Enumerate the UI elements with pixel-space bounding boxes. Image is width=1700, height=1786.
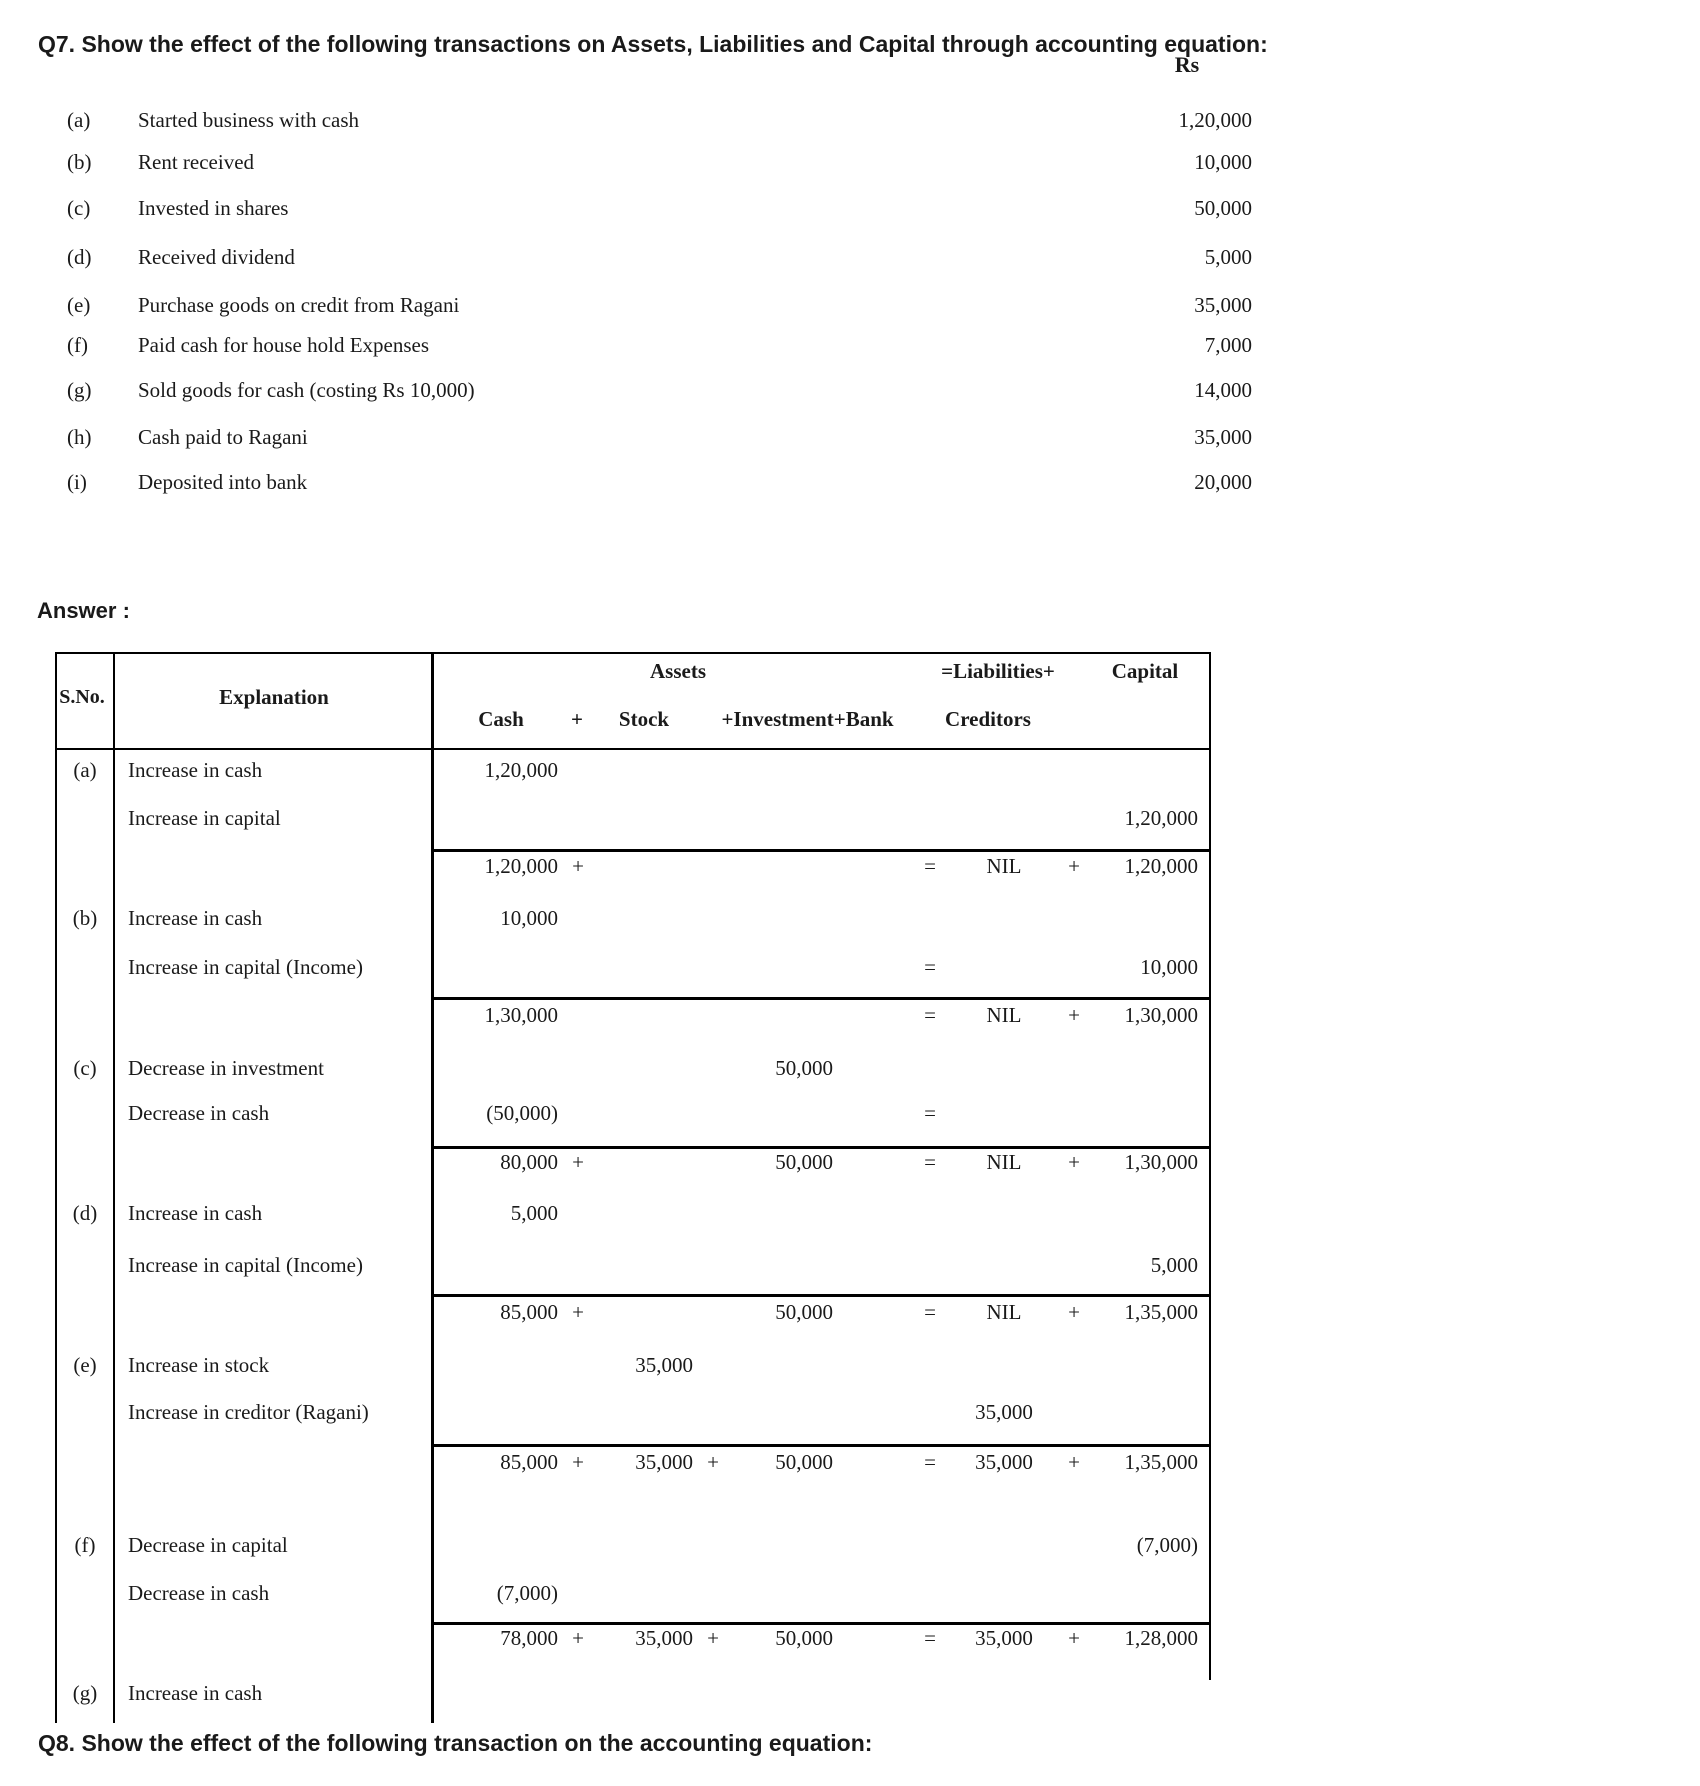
cash-value — [408, 1397, 558, 1427]
cash-value — [408, 1530, 558, 1560]
item-id: (c) — [67, 196, 91, 220]
row-label: Decrease in cash — [128, 1101, 270, 1125]
column-header-capital: Capital — [1111, 659, 1179, 683]
stock-value — [593, 1198, 693, 1228]
equals-sign: = — [924, 1150, 936, 1174]
column-header-explanation: Explanation — [219, 685, 329, 709]
equals-sign — [918, 1053, 942, 1083]
item-text: Sold goods for cash (costing Rs 10,000) — [138, 378, 475, 402]
question-item — [0, 242, 1700, 272]
plus-sign: + — [572, 1300, 584, 1324]
cash-value: 1,20,000 — [484, 758, 558, 782]
row-sno: (e) — [73, 1353, 97, 1377]
row-label: Increase in capital (Income) — [128, 955, 363, 979]
question-item — [0, 105, 1700, 135]
cash-value — [408, 1350, 558, 1380]
plus-sign: + — [1068, 1003, 1080, 1027]
row-label: Increase in cash — [128, 1681, 263, 1705]
creditors-total: NIL — [986, 1003, 1022, 1027]
item-text: Invested in shares — [138, 196, 289, 220]
column-header-cash: Cash — [478, 707, 524, 731]
plus-sign — [566, 1000, 590, 1030]
plus-sign: + — [572, 854, 584, 878]
capital-value: 5,000 — [1150, 1253, 1198, 1277]
item-id: (d) — [67, 245, 92, 269]
cash-value — [408, 803, 558, 833]
creditors-value — [940, 1250, 1068, 1280]
capital-value: (7,000) — [1136, 1533, 1198, 1557]
table-row — [0, 1098, 1700, 1128]
table-row — [0, 1678, 1700, 1708]
cash-value — [408, 952, 558, 982]
creditors-value — [940, 1098, 1068, 1128]
plus-sign: + — [572, 1450, 584, 1474]
cash-total: 80,000 — [500, 1150, 558, 1174]
stock-value — [593, 1053, 693, 1083]
answer-heading: Answer : — [37, 598, 130, 623]
table-row — [0, 1530, 1700, 1560]
column-header-liabilities: =Liabilities+ — [941, 659, 1055, 683]
capital-value — [1078, 1098, 1198, 1128]
stock-value — [593, 952, 693, 982]
stock-value — [593, 1397, 693, 1427]
question-item — [0, 290, 1700, 320]
item-id: (h) — [67, 425, 92, 449]
item-amount: 1,20,000 — [1178, 108, 1252, 132]
stock-total — [593, 851, 693, 881]
table-header-separator — [55, 748, 1211, 750]
subtotal-row — [0, 1147, 1700, 1177]
equals-sign — [918, 903, 942, 933]
item-id: (b) — [67, 150, 92, 174]
equals-sign — [918, 755, 942, 785]
row-label: Increase in cash — [128, 1201, 263, 1225]
capital-total: 1,35,000 — [1124, 1300, 1198, 1324]
cash-total: 78,000 — [500, 1626, 558, 1650]
row-label: Increase in capital (Income) — [128, 1253, 363, 1277]
table-row — [0, 1053, 1700, 1083]
investment-value — [733, 1198, 833, 1228]
investment-total: 50,000 — [775, 1150, 833, 1174]
creditors-total: NIL — [986, 1150, 1022, 1174]
question-item — [0, 147, 1700, 177]
column-header-sno: S.No. — [59, 686, 105, 708]
equals-sign: = — [924, 1003, 936, 1027]
stock-total: 35,000 — [635, 1626, 693, 1650]
question-item — [0, 193, 1700, 223]
equals-sign — [918, 1350, 942, 1380]
equals-sign — [918, 1397, 942, 1427]
table-row — [0, 903, 1700, 933]
table-row — [0, 1578, 1700, 1608]
investment-total — [733, 1000, 833, 1030]
item-text: Purchase goods on credit from Ragani — [138, 293, 460, 317]
capital-total: 1,20,000 — [1124, 854, 1198, 878]
item-text: Cash paid to Ragani — [138, 425, 308, 449]
cash-value: 10,000 — [500, 906, 558, 930]
row-sno: (d) — [72, 1201, 98, 1225]
capital-total: 1,30,000 — [1124, 1150, 1198, 1174]
question-item — [0, 330, 1700, 360]
table-row — [0, 1198, 1700, 1228]
equals-sign — [918, 803, 942, 833]
plus-sign — [701, 1000, 725, 1030]
creditors-total: NIL — [986, 1300, 1022, 1324]
investment-value — [733, 755, 833, 785]
investment-value — [733, 1098, 833, 1128]
creditors-total: 35,000 — [975, 1626, 1033, 1650]
equals-sign: = — [924, 1626, 936, 1650]
row-label: Decrease in capital — [128, 1533, 288, 1557]
creditors-value — [940, 755, 1068, 785]
capital-value — [1078, 1397, 1198, 1427]
cash-value — [408, 1250, 558, 1280]
row-sno: (a) — [73, 758, 97, 782]
stock-value: 35,000 — [635, 1353, 693, 1377]
investment-value: 50,000 — [775, 1056, 833, 1080]
capital-value — [1078, 1578, 1198, 1608]
plus-sign: + — [1068, 1150, 1080, 1174]
column-header-stock: Stock — [618, 707, 670, 731]
investment-value — [733, 1397, 833, 1427]
capital-value — [1078, 1198, 1198, 1228]
creditors-total: 35,000 — [975, 1450, 1033, 1474]
item-amount: 35,000 — [1194, 425, 1252, 449]
row-sno: (g) — [72, 1681, 98, 1705]
equals-sign — [918, 1198, 942, 1228]
subtotal-row — [0, 851, 1700, 881]
stock-value — [593, 1098, 693, 1128]
stock-value — [593, 903, 693, 933]
item-text: Received dividend — [138, 245, 295, 269]
creditors-value: 35,000 — [975, 1400, 1033, 1424]
equals-sign — [918, 1250, 942, 1280]
plus-sign — [701, 851, 725, 881]
equals-sign — [918, 1530, 942, 1560]
question-item — [0, 422, 1700, 452]
cash-value: 5,000 — [510, 1201, 558, 1225]
subtotal-row — [0, 1000, 1700, 1030]
investment-total: 50,000 — [775, 1300, 833, 1324]
subtotal-row — [0, 1297, 1700, 1327]
investment-value — [733, 1530, 833, 1560]
stock-value — [593, 1578, 693, 1608]
equals-sign: = — [924, 955, 936, 979]
investment-value — [733, 1350, 833, 1380]
row-label: Decrease in investment — [128, 1056, 324, 1080]
capital-total: 1,28,000 — [1124, 1626, 1198, 1650]
row-sno: (b) — [72, 906, 98, 930]
cash-total: 85,000 — [500, 1300, 558, 1324]
creditors-value — [940, 1198, 1068, 1228]
table-row — [0, 755, 1700, 785]
investment-value — [733, 903, 833, 933]
item-text: Paid cash for house hold Expenses — [138, 333, 430, 357]
row-sno: (f) — [74, 1533, 96, 1557]
capital-value: 1,20,000 — [1124, 806, 1198, 830]
header-plus-sign: + — [571, 707, 583, 731]
subtotal-row — [0, 1623, 1700, 1653]
equals-sign: = — [924, 1450, 936, 1474]
capital-value — [1078, 903, 1198, 933]
item-id: (a) — [67, 108, 91, 132]
table-top-border — [55, 652, 1211, 654]
table-row — [0, 1250, 1700, 1280]
item-amount: 35,000 — [1194, 293, 1252, 317]
capital-total: 1,30,000 — [1124, 1003, 1198, 1027]
plus-sign: + — [1068, 1300, 1080, 1324]
item-text: Started business with cash — [138, 108, 360, 132]
item-id: (f) — [67, 333, 88, 357]
next-question-title: Q8. Show the effect of the following transaction on the accounting equation: — [38, 1730, 873, 1756]
creditors-value — [940, 903, 1068, 933]
table-row — [0, 1397, 1700, 1427]
subtotal-row — [0, 1447, 1700, 1477]
stock-total — [593, 1147, 693, 1177]
investment-value — [733, 803, 833, 833]
stock-value — [593, 1250, 693, 1280]
stock-value — [593, 755, 693, 785]
capital-total: 1,35,000 — [1124, 1450, 1198, 1474]
plus-sign: + — [1068, 1450, 1080, 1474]
equals-sign: = — [924, 1300, 936, 1324]
table-row — [0, 1350, 1700, 1380]
question-item — [0, 375, 1700, 405]
creditors-total: NIL — [986, 854, 1022, 878]
cash-total: 1,20,000 — [484, 854, 558, 878]
stock-total — [593, 1297, 693, 1327]
column-header-investment-bank: +Investment+Bank — [721, 707, 894, 731]
plus-sign: + — [572, 1626, 584, 1650]
capital-value — [1078, 1053, 1198, 1083]
row-label: Increase in stock — [128, 1353, 270, 1377]
investment-value — [733, 1250, 833, 1280]
stock-total: 35,000 — [635, 1450, 693, 1474]
equals-sign: = — [924, 1101, 936, 1125]
plus-sign: + — [707, 1450, 719, 1474]
creditors-value — [940, 803, 1068, 833]
creditors-value — [940, 1350, 1068, 1380]
item-amount: 50,000 — [1194, 196, 1252, 220]
creditors-value — [940, 952, 1068, 982]
item-id: (i) — [67, 470, 87, 494]
capital-value: 10,000 — [1140, 955, 1198, 979]
cash-value: (7,000) — [496, 1581, 558, 1605]
item-id: (g) — [67, 378, 92, 402]
item-amount: 14,000 — [1194, 378, 1252, 402]
investment-total — [733, 851, 833, 881]
row-label: Decrease in cash — [128, 1581, 270, 1605]
question-title: Q7. Show the effect of the following transactions on Assets, Liabilities and Capital through accounting equation: — [38, 31, 1268, 57]
plus-sign — [701, 1297, 725, 1327]
cash-value — [408, 1053, 558, 1083]
table-row — [0, 803, 1700, 833]
plus-sign: + — [572, 1150, 584, 1174]
row-label: Increase in capital — [128, 806, 281, 830]
creditors-value — [940, 1530, 1068, 1560]
plus-sign: + — [1068, 1626, 1080, 1650]
cash-total: 85,000 — [500, 1450, 558, 1474]
column-header-creditors: Creditors — [945, 707, 1031, 731]
item-amount: 7,000 — [1204, 333, 1252, 357]
investment-value — [733, 952, 833, 982]
item-amount: 5,000 — [1204, 245, 1252, 269]
item-amount: 20,000 — [1194, 470, 1252, 494]
plus-sign — [701, 1147, 725, 1177]
plus-sign: + — [707, 1626, 719, 1650]
item-id: (e) — [67, 293, 91, 317]
cash-total: 1,30,000 — [484, 1003, 558, 1027]
investment-total: 50,000 — [775, 1450, 833, 1474]
item-amount: 10,000 — [1194, 150, 1252, 174]
plus-sign: + — [1068, 854, 1080, 878]
column-header-assets: Assets — [650, 659, 706, 683]
item-text: Deposited into bank — [138, 470, 308, 494]
cash-value: (50,000) — [486, 1101, 558, 1125]
investment-value — [733, 1578, 833, 1608]
capital-value — [1078, 755, 1198, 785]
row-sno: (c) — [73, 1056, 97, 1080]
stock-total — [593, 1000, 693, 1030]
row-label: Increase in cash — [128, 906, 263, 930]
question-item — [0, 467, 1700, 497]
creditors-value — [940, 1053, 1068, 1083]
capital-value — [1078, 1350, 1198, 1380]
stock-value — [593, 1530, 693, 1560]
currency-label: Rs — [1174, 52, 1200, 77]
item-text: Rent received — [138, 150, 255, 174]
creditors-value — [940, 1578, 1068, 1608]
equals-sign — [918, 1578, 942, 1608]
table-row — [0, 952, 1700, 982]
stock-value — [593, 803, 693, 833]
row-label: Increase in cash — [128, 758, 263, 782]
row-label: Increase in creditor (Ragani) — [128, 1400, 369, 1424]
investment-total: 50,000 — [775, 1626, 833, 1650]
equals-sign: = — [924, 854, 936, 878]
